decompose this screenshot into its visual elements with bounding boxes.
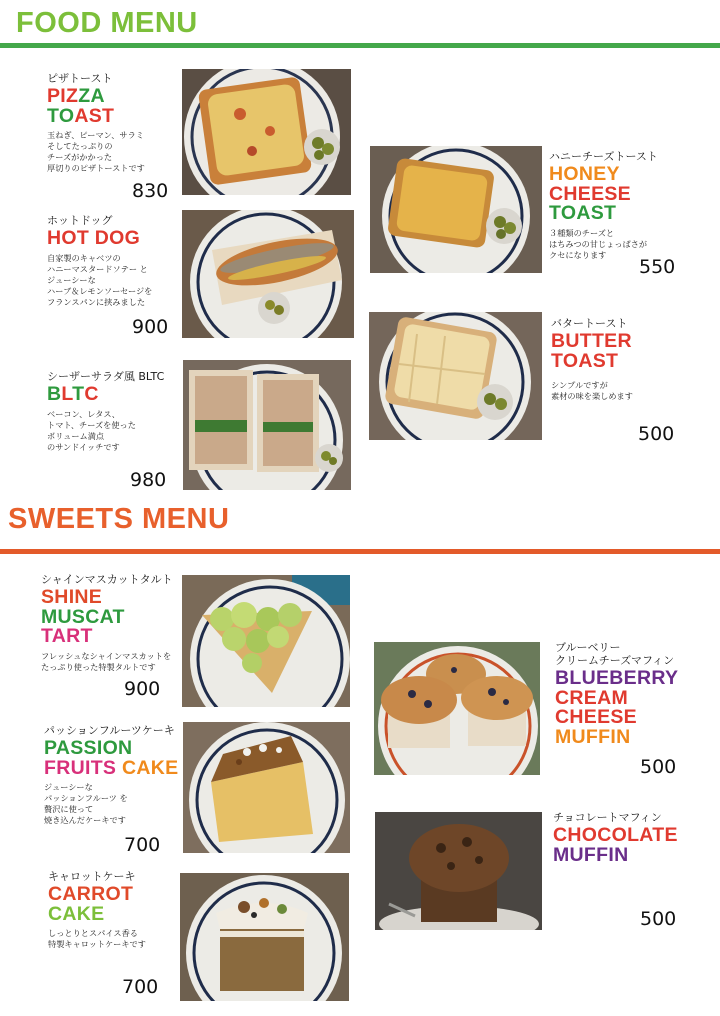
item-description (47, 130, 177, 174)
item-description (47, 253, 177, 308)
menu-item-butter-toast (551, 317, 711, 402)
item-name (48, 885, 188, 924)
item-name-line: BUTTER (551, 330, 632, 353)
item-price: 500 (640, 756, 677, 778)
desc-line: 自家製のキャベツの (47, 252, 121, 263)
item-name (41, 588, 181, 647)
item-name (555, 669, 715, 747)
honey-cheese-toast-photo (370, 146, 542, 273)
desc-line: 玉ねぎ、ピーマン、サラミ (47, 130, 144, 141)
desc-line: ボリューム満点 (47, 430, 105, 441)
item-price: 900 (132, 316, 169, 338)
item-name-line: MUFFIN (553, 843, 629, 866)
chocolate-muffin-photo (375, 812, 542, 930)
item-price: 900 (124, 678, 161, 700)
desc-line: ジューシーな (44, 782, 93, 793)
sweets-menu-rule (0, 549, 720, 554)
jp-line: ブルーベリー (555, 641, 621, 654)
carrot-cake-photo (180, 873, 349, 1001)
item-jp-name (555, 641, 715, 667)
item-name (47, 87, 177, 126)
item-price: 550 (639, 256, 676, 278)
desc-line: ハーブ＆レモンソーセージを (47, 285, 153, 296)
item-jp-name: ピザトースト (47, 72, 113, 85)
item-name-line: CHEESE (549, 182, 631, 205)
item-price: 500 (640, 908, 677, 930)
item-jp-name: ホットドッグ (47, 214, 113, 227)
item-name-line: BLUEBERRY (555, 667, 679, 690)
item-name-line: MUFFIN (555, 725, 631, 748)
sweets-menu-title: SWEETS MENU (8, 503, 230, 535)
item-name (47, 385, 177, 405)
menu-item-blueberry-cream-cheese-muffin (555, 641, 715, 747)
desc-line: ベーコン、レタス、 (47, 408, 120, 419)
item-name-line: TOAST (551, 349, 619, 372)
item-name-line: MUSCAT (41, 605, 125, 628)
item-name (549, 165, 709, 224)
food-menu-title: FOOD MENU (16, 7, 198, 39)
item-name-line: BLTC (47, 383, 99, 406)
hot-dog-photo (182, 210, 354, 338)
menu-item-bltc (47, 370, 177, 453)
desc-line: しっとりとスパイス香る (48, 928, 138, 939)
item-name-line: PASSION (44, 737, 133, 760)
item-name-line: PIZZA (47, 85, 105, 108)
desc-line: ハニーマスタードソテー と (47, 263, 148, 274)
item-name-line: HOT DOG (47, 227, 141, 250)
item-jp-name: バタートースト (551, 317, 628, 330)
menu-item-passion-fruits-cake (44, 724, 184, 826)
desc-line: そしてたっぷりの (47, 141, 113, 152)
desc-line: ジューシーな (47, 274, 96, 285)
desc-line: はちみつの甘じょっぱさが (549, 238, 648, 249)
item-price: 830 (132, 180, 169, 202)
desc-line: 素材の味を楽しめます (551, 391, 633, 402)
desc-line: 贅沢に使って (44, 804, 94, 815)
item-jp-name: ハニーチーズトースト (549, 150, 658, 163)
desc-line: クセになります (549, 249, 607, 260)
menu-item-shine-muscat-tart (41, 573, 181, 673)
item-price: 700 (122, 976, 159, 998)
item-name (553, 826, 713, 865)
passion-fruits-cake-photo (183, 722, 350, 853)
item-name-line: TART (41, 625, 93, 648)
item-description (44, 782, 184, 826)
item-name-line: CHEESE (555, 706, 637, 729)
item-price: 700 (124, 834, 161, 856)
item-name-line: CAKE (48, 902, 105, 925)
desc-line: パッションフルーツ を (44, 793, 128, 804)
desc-line: たっぷり使った特製タルトです (41, 661, 156, 672)
desc-line: 特製キャロットケーキです (48, 939, 146, 950)
item-description (47, 409, 177, 453)
desc-line: 厚切りのピザトーストです (47, 163, 145, 174)
menu-item-chocolate-muffin (553, 811, 713, 865)
item-price: 500 (638, 423, 675, 445)
item-name (47, 229, 177, 249)
jp-line: クリームチーズマフィン (555, 654, 675, 668)
item-name-line: CARROT (48, 883, 134, 906)
desc-line: シンプルですが (551, 380, 608, 391)
blueberry-muffin-photo (374, 642, 540, 775)
desc-line: チーズがかかった (47, 152, 113, 163)
item-name-line: CHOCOLATE (553, 824, 678, 847)
item-name-line: TOAST (47, 104, 115, 127)
butter-toast-photo (369, 312, 542, 440)
item-name-line: HONEY (549, 163, 620, 186)
food-menu-rule (0, 43, 720, 48)
item-jp-name: シャインマスカットタルト (41, 573, 173, 586)
item-name-line: TOAST (549, 202, 617, 225)
menu-item-hot-dog (47, 214, 177, 308)
desc-line: フレッシュなシャインマスカットを (41, 650, 172, 661)
item-name-line: CREAM (555, 686, 628, 709)
item-jp-name: パッションフルーツケーキ (44, 724, 175, 737)
menu-item-pizza-toast (47, 72, 177, 174)
item-jp-name: チョコレートマフィン (553, 811, 662, 824)
desc-line: ３種類のチーズと (549, 227, 615, 238)
item-price: 980 (130, 469, 167, 491)
item-description (48, 928, 188, 950)
desc-line: 焼き込んだケーキです (44, 815, 126, 826)
menu-item-honey-cheese-toast (549, 150, 709, 261)
desc-line: のサンドイッチです (47, 441, 120, 452)
desc-line: トマト、チーズを使った (47, 419, 136, 430)
bltc-sandwich-photo (183, 360, 351, 490)
menu-item-carrot-cake (48, 870, 188, 950)
item-name (44, 739, 184, 778)
item-description (41, 651, 181, 673)
desc-line: フランスパンに挟みました (47, 296, 146, 307)
item-jp-name: シーザーサラダ風 BLTC (47, 370, 165, 383)
item-description (549, 228, 709, 261)
item-name (551, 332, 711, 371)
item-name-line: FRUITS CAKE (44, 756, 179, 779)
item-name-line: SHINE (41, 586, 103, 609)
pizza-toast-photo (182, 69, 351, 195)
shine-muscat-tart-photo (182, 575, 350, 707)
item-jp-name: キャロットケーキ (48, 870, 136, 883)
item-description (551, 380, 711, 402)
